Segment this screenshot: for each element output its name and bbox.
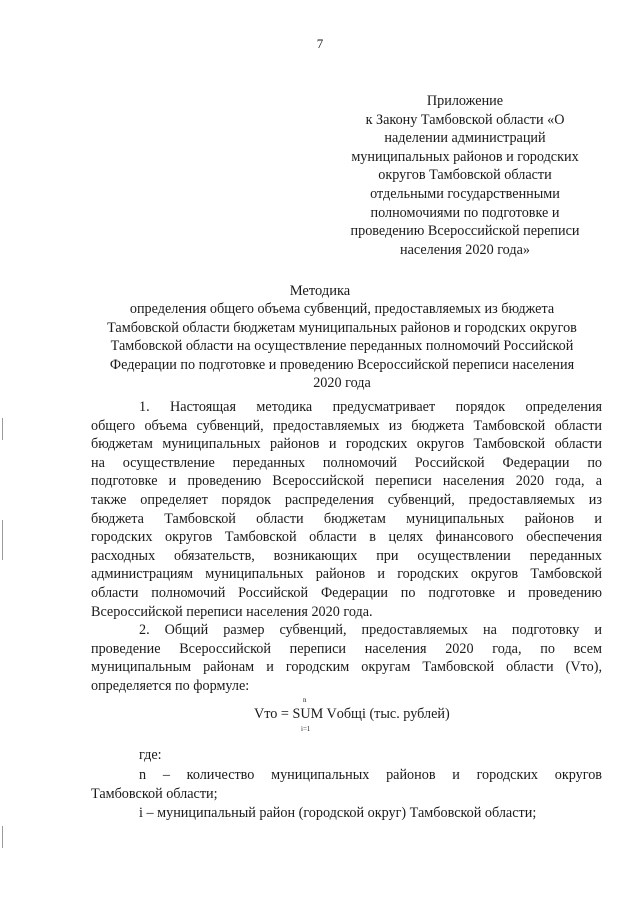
paragraph-line: общего объема субвенций, предоставляемых из бюджета Тамбовской области	[91, 417, 602, 434]
paragraph-line: подготовке и проведению Всероссийской переписи населения 2020 года, а	[91, 473, 602, 490]
subtitle-line: 2020 года	[313, 375, 371, 392]
formula-lower-limit: i=1	[301, 725, 311, 733]
paragraph-line: расходных обязательств, возникающих при осуществлении переданных	[91, 547, 602, 564]
appendix-line: округов Тамбовской области	[378, 167, 552, 184]
appendix-line: проведению Всероссийской переписи	[350, 223, 580, 240]
paragraph-1	[91, 398, 602, 621]
scan-margin-mark	[2, 826, 3, 848]
appendix-header	[330, 92, 600, 259]
appendix-line: Приложение	[426, 93, 504, 109]
paragraph-line: Всероссийской переписи населения 2020 года.	[91, 603, 373, 620]
scan-margin-mark	[2, 418, 3, 440]
appendix-line: полномочиями по подготовке и	[370, 204, 560, 221]
document-title: Методика	[289, 283, 351, 299]
page-number: 7	[316, 36, 324, 51]
paragraph-line: области полномочий Российской Федерации по подготовке и проведению	[91, 584, 602, 601]
subtitle-line: Тамбовской области бюджетам муниципальных районов и городских округов	[107, 319, 577, 336]
paragraph-line: проведение Всероссийской переписи населения 2020 года, по всем	[91, 640, 602, 657]
appendix-line: отдельными государственными	[370, 185, 560, 202]
scan-margin-mark	[2, 520, 3, 560]
subtitle-line: Тамбовской области на осуществление переданных полномочий Российской	[110, 338, 574, 355]
appendix-line: муниципальных районов и городских	[351, 148, 579, 165]
paragraph-line: муниципальным районам и городским округам Тамбовской области (Vто),	[91, 659, 602, 676]
where-label: где:	[139, 747, 162, 763]
paragraph-line: определяется по формуле:	[91, 677, 250, 694]
sum-formula	[0, 696, 640, 736]
paragraph-line: также определяет порядок распределения субвенций, предоставляемых из	[91, 491, 602, 508]
paragraph-line: городских округов Тамбовской области в целях финансового обеспечения	[91, 529, 602, 546]
paragraph-line: 1. Настоящая методика предусматривает порядок определения	[139, 399, 602, 415]
appendix-line: населения 2020 года»	[400, 241, 530, 258]
definition-line: n – количество муниципальных районов и городских округов	[139, 767, 602, 783]
paragraph-line: 2. Общий размер субвенций, предоставляемых на подготовку и	[139, 622, 602, 638]
paragraph-2	[91, 621, 602, 695]
document-subtitle	[82, 300, 602, 393]
definition-i	[91, 804, 602, 823]
subtitle-line: определения общего объема субвенций, предоставляемых из бюджета	[129, 301, 555, 317]
appendix-line: наделении администраций	[384, 130, 546, 147]
definition-line: i – муниципальный район (городской округ) Тамбовской области;	[139, 805, 537, 821]
definition-line: Тамбовской области;	[91, 785, 218, 802]
subtitle-line: Федерации по подготовке и проведению Всероссийской переписи населения	[109, 356, 575, 373]
formula-main: Vто = SUM Vобщі (тыс. рублей)	[254, 706, 450, 722]
paragraph-line: бюджетам муниципальных районов и городских округов Тамбовской области	[91, 436, 602, 453]
paragraph-line: бюджета Тамбовской области бюджетам муниципальных районов и	[91, 510, 602, 527]
appendix-line: к Закону Тамбовской области «О	[365, 111, 565, 128]
definition-n	[91, 766, 602, 803]
paragraph-line: на осуществление переданных полномочий Российской Федерации по	[91, 454, 602, 471]
paragraph-line: администрациям муниципальных районов и городских округов Тамбовской	[91, 566, 602, 583]
formula-upper-limit: n	[303, 696, 307, 704]
